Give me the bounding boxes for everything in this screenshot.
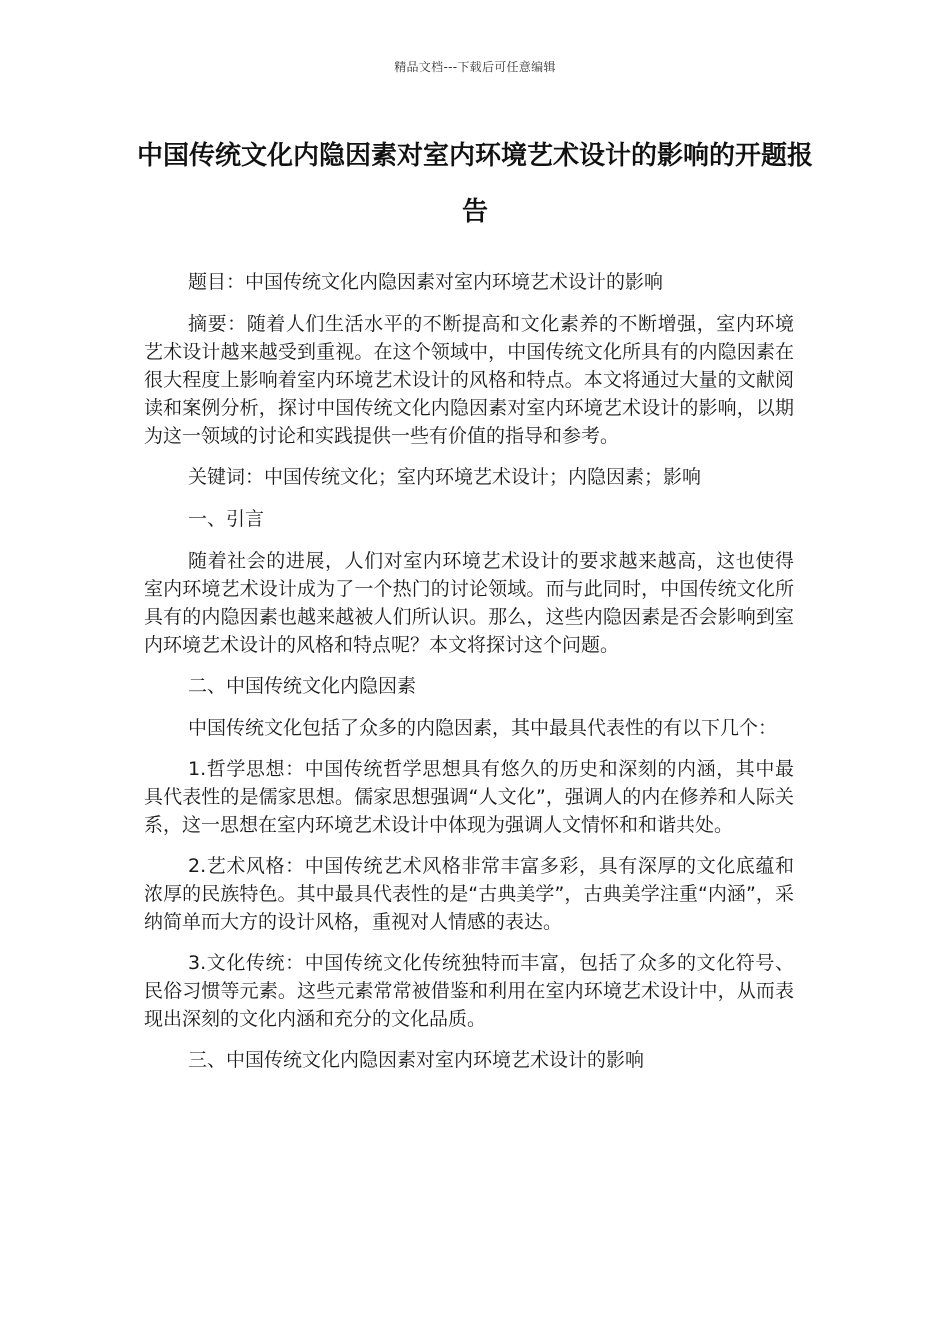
section-heading-influence: 三、中国传统文化内隐因素对室内环境艺术设计的影响 — [188, 1049, 645, 1071]
section-heading-factors: 二、中国传统文化内隐因素 — [188, 675, 417, 697]
header-note: 精品文档---下载后可任意编辑 — [394, 60, 556, 74]
section-heading-intro: 一、引言 — [188, 508, 265, 530]
document-body — [144, 268, 794, 1088]
topic-paragraph: 题目：中国传统文化内隐因素对室内环境艺术设计的影响 — [188, 271, 664, 293]
factor-philosophy-paragraph: 1.哲学思想：中国传统哲学思想具有悠久的历史和深刻的内涵，其中最具代表性的是儒家思想。儒家思想强调“人文化”，强调人的内在修养和人际关系，这一思想在室内环境艺术设计中体现为强调人文情怀和和谐共处。 — [144, 758, 794, 836]
intro-paragraph: 随着社会的进展，人们对室内环境艺术设计的要求越来越高，这也使得室内环境艺术设计成为了一个热门的讨论领域。而与此同时，中国传统文化所具有的内隐因素也越来越被人们所认识。那么，这些内隐因素是否会影响到室内环境艺术设计的风格和特点呢？本文将探讨这个问题。 — [144, 550, 794, 656]
abstract-paragraph: 摘要：随着人们生活水平的不断提高和文化素养的不断增强，室内环境艺术设计越来越受到重视。在这个领域中，中国传统文化所具有的内隐因素在很大程度上影响着室内环境艺术设计的风格和特点。本文将通过大量的文献阅读和案例分析，探讨中国传统文化内隐因素对室内环境艺术设计的影响，以期为这一领域的讨论和实践提供一些有价值的指导和参考。 — [144, 313, 794, 447]
keywords-paragraph: 关键词：中国传统文化；室内环境艺术设计；内隐因素；影响 — [188, 466, 702, 488]
document-title: 中国传统文化内隐因素对室内环境艺术设计的影响的开题报告 — [136, 141, 813, 227]
factor-cultural-tradition-paragraph: 3.文化传统：中国传统文化传统独特而丰富，包括了众多的文化符号、民俗习惯等元素。这些元素常常被借鉴和利用在室内环境艺术设计中，从而表现出深刻的文化内涵和充分的文化品质。 — [144, 952, 794, 1030]
factor-art-style-paragraph: 2.艺术风格：中国传统艺术风格非常丰富多彩，具有深厚的文化底蕴和浓厚的民族特色。其中最具代表性的是“古典美学”，古典美学注重“内涵”，采纳简单而大方的设计风格，重视对人情感的表达。 — [144, 855, 794, 933]
factors-intro-paragraph: 中国传统文化包括了众多的内隐因素，其中最具代表性的有以下几个： — [188, 717, 778, 739]
